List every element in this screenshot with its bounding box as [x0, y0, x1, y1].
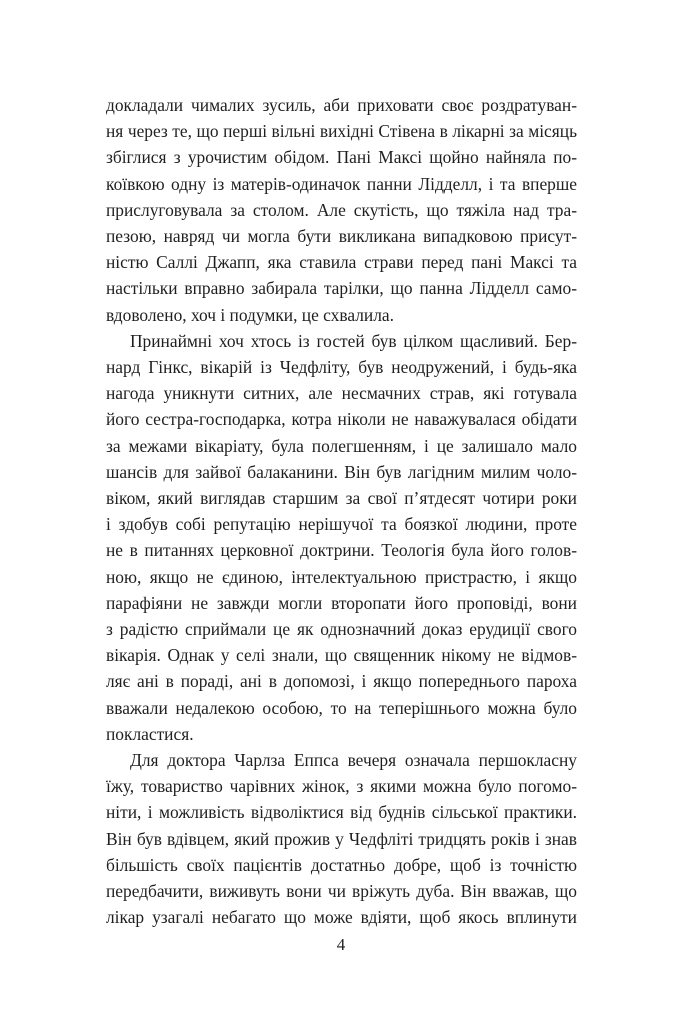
body-text — [106, 92, 577, 931]
text-line: докладали чималих зусиль, аби приховати своє роздратуван- — [106, 95, 577, 115]
text-line: покластися. — [106, 723, 194, 744]
text-line: збіглися з урочистим обідом. Пані Максі щойно найняла по- — [106, 147, 577, 168]
text-line: настільки вправно забирала тарілки, що панна Лідделл само- — [106, 278, 577, 299]
text-line: ляє ані в пораді, ані в допомозі, і якщо попереднього пароха — [106, 671, 577, 692]
text-line: ною, якщо не єдиною, інтелектуальною пристрастю, і якщо — [106, 566, 577, 587]
text-line: нагода уникнути ситних, але несмачних страв, які готувала — [106, 383, 577, 404]
text-line: нард Гінкс, вікарій із Чедфліту, був неодружений, і будь-яка — [106, 357, 577, 378]
paragraph — [106, 92, 577, 328]
text-line: не в питаннях церковної доктрини. Теологія була його голов- — [106, 540, 577, 561]
text-line: ня через те, що перші вільні вихідні Стівена в лікарні за місяць — [106, 121, 577, 142]
paragraph — [106, 747, 577, 930]
text-line: вважали недалекою особою, то на теперішнього можна було — [106, 697, 577, 718]
text-line: віком, який виглядав старшим за свої п’ятдесят чотири роки — [106, 488, 577, 509]
text-line: вікарія. Однак у селі знали, що священник нікому не відмов- — [106, 645, 577, 666]
page-number: 4 — [336, 935, 346, 954]
text-line: пезою, навряд чи могла бути викликана випадковою присут- — [106, 226, 577, 247]
text-line: коївкою одну із матерів-одиначок панни Лідделл, і та вперше — [106, 173, 577, 194]
text-line: лікар узагалі небагато що може вдіяти, щоб якось вплинути — [106, 907, 577, 928]
text-line: Він був вдівцем, який прожив у Чедфліті тридцять років і знав — [106, 828, 577, 849]
text-line: його сестра-господарка, котра ніколи не наважувалася обідати — [106, 409, 577, 430]
text-line: вдоволено, хоч і подумки, це схвалила. — [106, 304, 394, 325]
text-line: Принаймні хоч хтось із гостей був цілком щасливий. Бер- — [130, 330, 577, 351]
text-line: більшість своїх пацієнтів достатньо добре, щоб із точністю — [106, 854, 577, 875]
text-line: і здобув собі репутацію нерішучої та боязкої людини, проте — [106, 514, 577, 535]
text-line: з радістю сприймали це як однозначний доказ ерудиції свого — [106, 619, 577, 640]
paragraph — [106, 328, 577, 747]
text-line: їжу, товариство чарівних жінок, з якими можна було погомо- — [106, 776, 577, 797]
text-line: за межами вікаріату, була полегшенням, і це залишало мало — [106, 435, 577, 456]
text-line: передбачити, виживуть вони чи вріжуть дуба. Він вважав, що — [106, 881, 577, 902]
text-line: шансів для зайвої балаканини. Він був лагідним милим чоло- — [106, 461, 577, 482]
text-line: Для доктора Чарлза Еппса вечеря означала першокласну — [130, 750, 577, 771]
text-line: прислуговувала за столом. Але скутість, що тяжіла над тра- — [106, 199, 577, 220]
text-line: парафіяни не завжди могли второпати його проповіді, вони — [106, 592, 577, 613]
text-line: ністю Саллі Джапп, яка ставила страви перед пані Максі та — [106, 252, 577, 273]
text-line: ніти, і можливість відволіктися від буднів сільської практики. — [106, 802, 577, 823]
